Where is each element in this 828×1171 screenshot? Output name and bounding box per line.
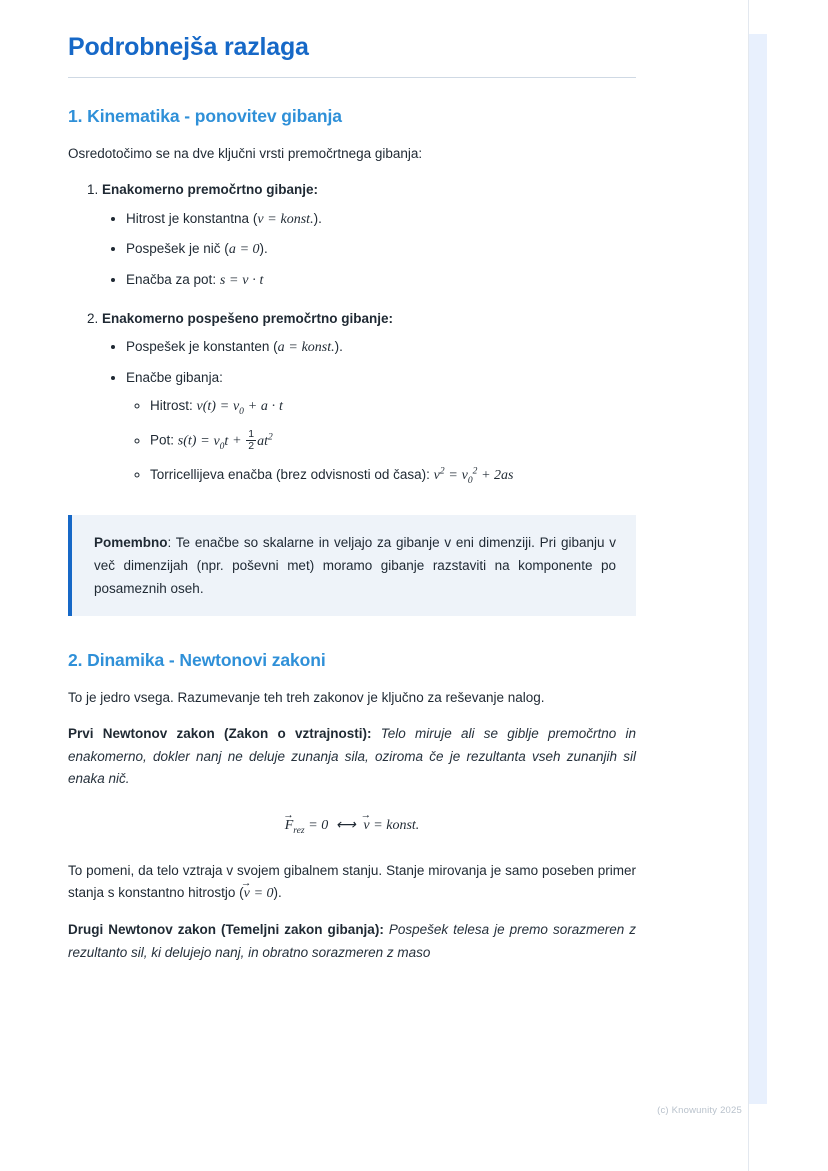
law-first-followup: To pomeni, da telo vztraja v svojem gibalnem stanju. Stanje mirovanja je samo poseben primer stanja s konstantno hitrostjo (v → = 0). bbox=[68, 860, 636, 906]
kinematika-list bbox=[68, 179, 636, 488]
section-heading-kinematika: 1. Kinematika - ponovitev gibanja bbox=[68, 106, 342, 127]
sub-bullet-list bbox=[126, 395, 636, 489]
law-name: Prvi Newtonov zakon (Zakon o vztrajnosti): bbox=[68, 726, 372, 742]
list-item: ◦ Pot: $s(t) = v_0t$ + $\frac{1}{2}$ $at^2$ bbox=[150, 429, 636, 455]
list-item: • Hitrost je konstantna (v = konst.). bbox=[126, 209, 636, 231]
callout-label: Pomembno bbox=[94, 534, 168, 550]
list-item: • Pospešek je nič (a = 0). bbox=[126, 239, 636, 261]
page-title: Podrobnejša razlaga bbox=[68, 33, 309, 61]
callout-text bbox=[94, 531, 616, 601]
law-statement: Pospešek telesa je premo sorazmeren z rezultanto sil, ki delujejo nanj, in obratno sorazmeren z maso bbox=[68, 922, 636, 961]
law-name: Drugi Newtonov zakon (Temeljni zakon gibanja): bbox=[68, 922, 384, 938]
list-item bbox=[102, 308, 636, 489]
scrollbar-thumb[interactable] bbox=[749, 34, 767, 1104]
law-second bbox=[68, 919, 636, 964]
footer-credit: (c) Knowunity 2025 bbox=[657, 1105, 742, 1116]
law-statement: Telo miruje ali se giblje premočrtno in enakomerno, dokler nanj ne deluje zunanja sila, oziroma če je rezultanta vseh zunanjih sil enaka nič. bbox=[68, 726, 636, 787]
equation-first-law: $F \to_{rez} = 0$ ⟷ v → = konst. bbox=[68, 817, 636, 836]
title-divider bbox=[68, 77, 636, 78]
section-intro-kinematika: Osredotočimo se na dve ključni vrsti premočrtnega gibanja: bbox=[68, 146, 423, 162]
callout-important bbox=[68, 515, 636, 617]
document-content bbox=[68, 32, 636, 979]
list-item: • Pospešek je konstanten (a = konst.). bbox=[126, 337, 636, 359]
list-item-label: Enakomerno premočrtno gibanje: bbox=[102, 182, 319, 198]
section-intro-dinamika: To je jedro vsega. Razumevanje teh treh zakonov je ključno za reševanje nalog. bbox=[68, 690, 545, 706]
callout-body: : Te enačbe so skalarne in veljajo za gibanje v eni dimenziji. Pri gibanju v več dimenzijah (npr. poševni met) moramo gibanje razstaviti na komponente po posameznih oseh. bbox=[94, 534, 616, 596]
list-item: • Enačbe gibanja: ◦ Hitrost: $v(t) = v_0 + a \cdot t$ ◦ Pot: $s(t) = v_0t$ + $\frac{1}{2}$ $at^2$ ◦ Torricellijeva enačba (brez odvisnosti od časa): $v^2 = v_0^2 + 2as$ bbox=[126, 368, 636, 488]
bullet-list bbox=[102, 337, 636, 488]
bullet-list bbox=[102, 209, 636, 292]
list-item: • Enačba za pot: s = v · t bbox=[126, 270, 636, 292]
law-first bbox=[68, 723, 636, 791]
scrollbar-region[interactable] bbox=[748, 0, 828, 1171]
list-item-label: Enakomerno pospešeno premočrtno gibanje: bbox=[102, 310, 394, 326]
list-item: ◦ Hitrost: $v(t) = v_0 + a \cdot t$ bbox=[150, 395, 636, 420]
section-heading-dinamika: 2. Dinamika - Newtonovi zakoni bbox=[68, 650, 326, 671]
list-item bbox=[102, 179, 636, 292]
list-item: ◦ Torricellijeva enačba (brez odvisnosti od časa): $v^2 = v_0^2 + 2as$ bbox=[150, 464, 636, 489]
